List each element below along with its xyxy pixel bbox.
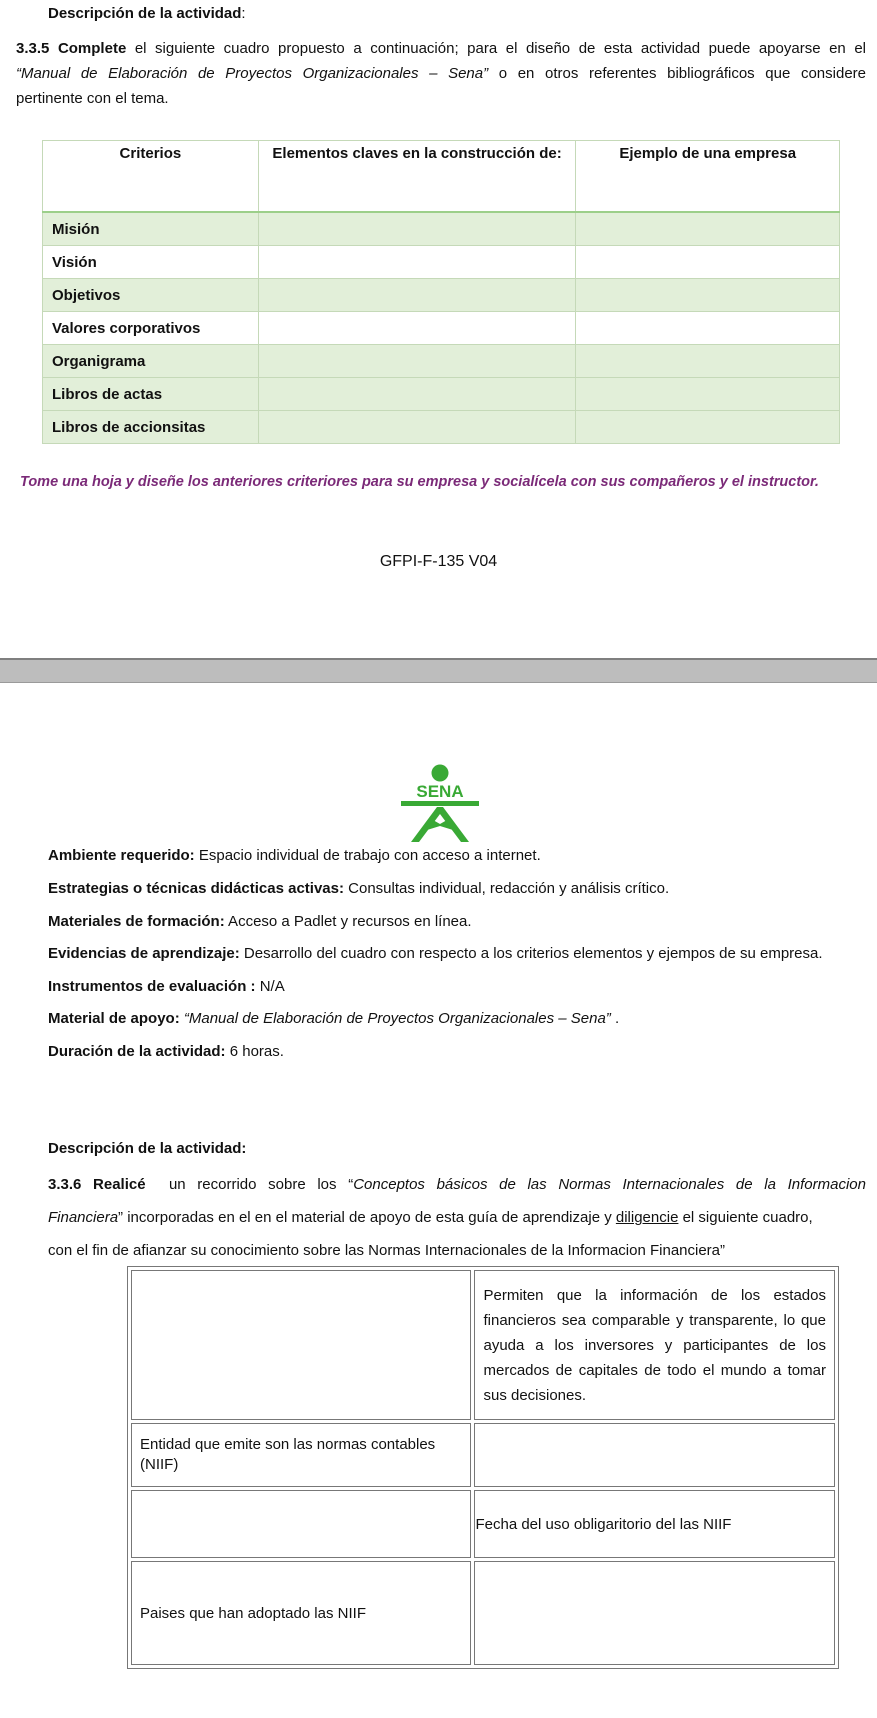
table-cell[interactable] bbox=[258, 411, 576, 444]
section1-paragraph: 3.3.5 Complete el siguiente cuadro propuesto a continuación; para el diseño de esta actividad puede apoyarse en el “Manual de Elaboración de Proyectos Organizacionales – Sena” o en otros referentes bibliográficos que considere pertinente con el tema. bbox=[16, 40, 867, 107]
detail-estrategias: Estrategias o técnicas didácticas activas: Consultas individual, redacción y análisis crítico. bbox=[48, 880, 670, 897]
detail-ambiente: Ambiente requerido: Espacio individual de trabajo con acceso a internet. bbox=[48, 847, 541, 864]
section2-paragraph: 3.3.6 Realicé un recorrido sobre los “Conceptos básicos de las Normas Internacionales de la Informacion Financiera” incorporadas en el en el material de apoyo de esta guía de aprendizaje y diligencie el siguiente cuadro, con el fin de afianzar su conocimiento sobre las Normas Internacionales de la Informacion Financiera” bbox=[48, 1176, 866, 1259]
niif-table bbox=[127, 1266, 839, 1669]
table-cell[interactable] bbox=[258, 246, 576, 279]
table-row: Objetivos bbox=[43, 279, 259, 312]
table-cell[interactable] bbox=[576, 279, 840, 312]
page-separator bbox=[0, 658, 877, 683]
niif-purpose-cell: Permiten que la información de los estados financieros sea comparable y transparente, lo que ayuda a los inversores y participantes de los mercados de capitales de todo el mundo a tomar sus decisiones. bbox=[474, 1270, 835, 1420]
table-cell[interactable] bbox=[576, 345, 840, 378]
table-cell[interactable] bbox=[258, 312, 576, 345]
table-cell[interactable] bbox=[131, 1490, 471, 1558]
table-row: Misión bbox=[43, 212, 259, 246]
niif-date-cell: Fecha del uso obligaritorio del las NIIF bbox=[474, 1490, 835, 1558]
table-cell[interactable] bbox=[576, 312, 840, 345]
table-cell[interactable] bbox=[576, 411, 840, 444]
detail-duracion: Duración de la actividad: 6 horas. bbox=[48, 1043, 284, 1060]
table-cell[interactable] bbox=[258, 212, 576, 246]
svg-text:SENA: SENA bbox=[416, 782, 464, 801]
sena-logo bbox=[397, 764, 483, 846]
detail-evidencias: Evidencias de aprendizaje: Desarrollo del cuadro con respecto a los criterios elementos y ejempos de su empresa. bbox=[48, 945, 823, 962]
detail-materiales: Materiales de formación: Acceso a Padlet y recursos en línea. bbox=[48, 913, 472, 930]
table-cell[interactable] bbox=[576, 246, 840, 279]
section1-heading: Descripción de la actividad: bbox=[48, 5, 246, 22]
niif-entity-cell: Entidad que emite son las normas contables (NIIF) bbox=[131, 1423, 471, 1487]
niif-countries-cell: Paises que han adoptado las NIIF bbox=[131, 1561, 471, 1665]
section2-heading: Descripción de la actividad: bbox=[48, 1140, 247, 1157]
table-row: Organigrama bbox=[43, 345, 259, 378]
detail-instrumentos: Instrumentos de evaluación : N/A bbox=[48, 978, 285, 995]
table-cell[interactable] bbox=[576, 212, 840, 246]
table-row: Visión bbox=[43, 246, 259, 279]
table-cell[interactable] bbox=[474, 1561, 835, 1665]
table-row: Libros de accionsitas bbox=[43, 411, 259, 444]
table-row: Valores corporativos bbox=[43, 312, 259, 345]
table-cell[interactable] bbox=[474, 1423, 835, 1487]
table-cell[interactable] bbox=[258, 345, 576, 378]
sena-logo-icon bbox=[397, 764, 483, 846]
criteria-table bbox=[42, 140, 840, 444]
instruction-text: Tome una hoja y diseñe los anteriores criteriores para su empresa y socialícela con sus compañeros y el instructor. bbox=[20, 474, 819, 490]
footer-code: GFPI-F-135 V04 bbox=[379, 553, 498, 570]
detail-material-apoyo: Material de apoyo: “Manual de Elaboración de Proyectos Organizacionales – Sena” . bbox=[48, 1010, 620, 1027]
table-cell[interactable] bbox=[258, 279, 576, 312]
table-header: Ejemplo de una empresa bbox=[576, 141, 840, 213]
table-row: Libros de actas bbox=[43, 378, 259, 411]
table-header: Elementos claves en la construcción de: bbox=[258, 141, 576, 213]
table-cell[interactable] bbox=[131, 1270, 471, 1420]
table-cell[interactable] bbox=[576, 378, 840, 411]
table-cell[interactable] bbox=[258, 378, 576, 411]
table-header: Criterios bbox=[43, 141, 259, 213]
